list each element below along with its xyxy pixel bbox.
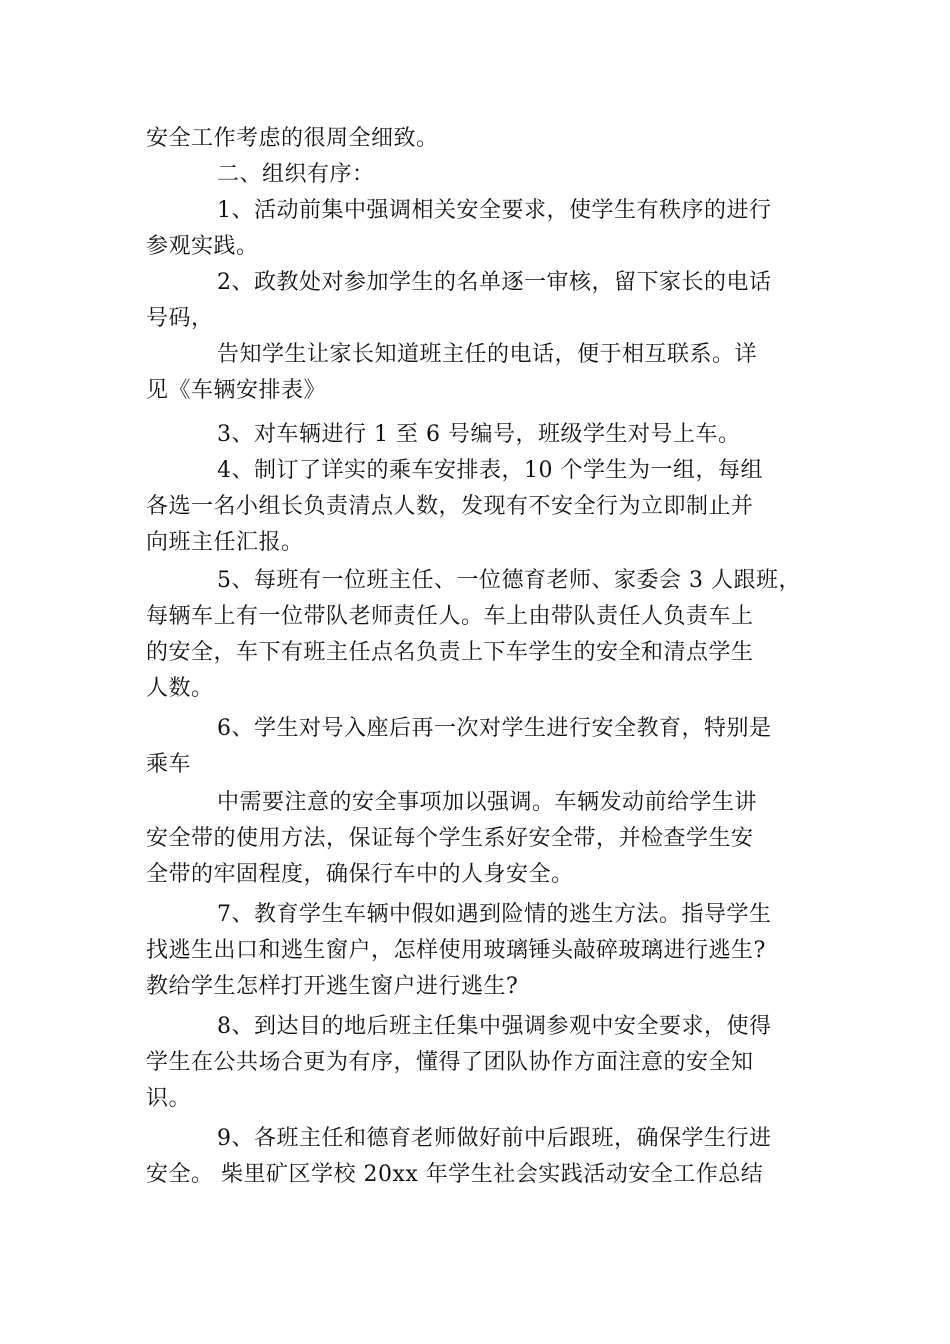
section-heading: 二、组织有序： [217, 162, 375, 187]
text-line: 8、到达目的地后班主任集中强调参观中安全要求，使得 [217, 1014, 772, 1039]
text-line: 的安全，车下有班主任点名负责上下车学生的安全和清点学生 [146, 640, 754, 665]
text-line: 中需要注意的安全事项加以强调。车辆发动前给学生讲 [217, 790, 758, 815]
text-line: 各选一名小组长负责清点人数，发现有不安全行为立即制止并 [146, 494, 754, 519]
text-line: 乘车 [146, 752, 192, 777]
text-line: 7、教育学生车辆中假如遇到险情的逃生方法。指导学生 [217, 902, 772, 927]
text-line: 全带的牢固程度，确保行车中的人身安全。 [146, 862, 574, 887]
text-line: 安全。 柴里矿区学校 20xx 年学生社会实践活动安全工作总结 [146, 1162, 764, 1187]
text-line: 6、学生对号入座后再一次对学生进行安全教育，特别是 [217, 716, 772, 741]
text-line: 向班主任汇报。 [146, 530, 304, 555]
text-line: 学生在公共场合更为有序，懂得了团队协作方面注意的安全知 [146, 1050, 754, 1075]
text-line: 安全工作考虑的很周全细致。 [146, 126, 439, 151]
text-line: 参观实践。 [146, 234, 259, 259]
text-line: 告知学生让家长知道班主任的电话，便于相互联系。详 [217, 342, 758, 367]
text-line: 每辆车上有一位带队老师责任人。车上由带队责任人负责车上 [146, 604, 754, 629]
text-line: 2、政教处对参加学生的名单逐一审核，留下家长的电话 [217, 270, 772, 295]
text-line: 安全带的使用方法，保证每个学生系好安全带，并检查学生安 [146, 826, 754, 851]
text-line: 1、活动前集中强调相关安全要求，使学生有秩序的进行 [217, 198, 772, 223]
text-line: 4、制订了详实的乘车安排表，10 个学生为一组，每组 [217, 458, 763, 483]
text-line: 号码， [146, 306, 214, 331]
text-line: 5、每班有一位班主任、一位德育老师、家委会 3 人跟班， [217, 568, 801, 593]
text-line: 找逃生出口和逃生窗户，怎样使用玻璃锤头敲碎玻璃进行逃生? [146, 938, 766, 963]
text-line: 人数。 [146, 676, 214, 701]
text-line: 9、各班主任和德育老师做好前中后跟班，确保学生行进 [217, 1126, 772, 1151]
text-line: 教给学生怎样打开逃生窗户进行逃生? [146, 974, 519, 999]
text-line: 见《车辆安排表》 [146, 378, 327, 403]
text-line: 3、对车辆进行 1 至 6 号编号，班级学生对号上车。 [217, 422, 741, 447]
text-line: 识。 [146, 1086, 192, 1111]
